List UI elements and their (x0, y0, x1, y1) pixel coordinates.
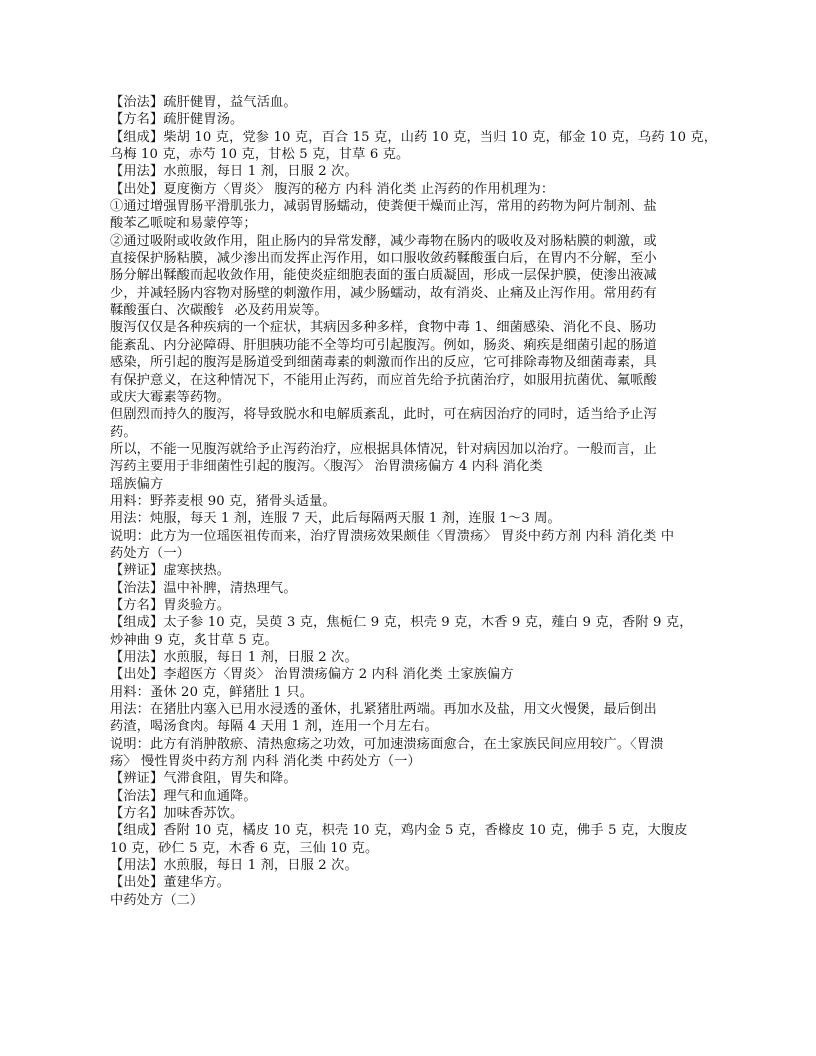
document-page (110, 94, 718, 909)
text-line: 【组成】香附 10 克，橘皮 10 克，枳壳 10 克，鸡内金 5 克，香橼皮 10 克，佛手 5 克，大腹皮 (110, 823, 688, 839)
text-line: 但剧烈而持久的腹泻，将导致脱水和电解质紊乱，此时，可在病因治疗的同时，适当给予止泻 (110, 407, 657, 423)
text-line: 【出处】夏度衡方〈胃炎〉 腹泻的秘方 内科 消化类 止泻药的作用机理为： (110, 181, 555, 197)
text-line: 【方名】胃炎验方。 (110, 597, 231, 613)
text-line: 10 克，砂仁 5 克，木香 6 克，三仙 10 克。 (110, 840, 379, 856)
section-heading: 中药处方（二） (110, 892, 204, 908)
text-line: 腹泻仅仅是各种疾病的一个症状，其病因多种多样，食物中毒 1、细菌感染、消化不良、肠功 (110, 320, 657, 336)
text-line: 【出处】李超医方〈胃炎〉 治胃溃疡偏方 2 内科 消化类 土家族偏方 (110, 667, 514, 683)
text-line: 说明：此方为一位瑶医祖传而来，治疗胃溃疡效果颇佳〈胃溃疡〉 胃炎中药方剂 内科 消化类 中 (110, 528, 675, 544)
text-line: 乌梅 10 克，赤芍 10 克，甘松 5 克，甘草 6 克。 (110, 147, 410, 163)
text-line: 用料：野荞麦根 90 克，猪骨头适量。 (110, 493, 336, 509)
text-line: 用料：蚤休 20 克，鲜猪肚 1 只。 (110, 684, 314, 700)
text-line: 【辨证】虚寒挟热。 (110, 563, 231, 579)
text-line: 或庆大霉素等药物。 (110, 389, 231, 405)
text-line: 【出处】董建华方。 (110, 875, 231, 891)
text-line: 用法：炖服，每天 1 剂，连服 7 天，此后每隔两天服 1 剂，连服 1～3 周。 (110, 511, 561, 527)
text-line: 鞣酸蛋白、次碳酸钅 必及药用炭等。 (110, 303, 328, 319)
text-line: 【用法】水煎服，每日 1 剂，日服 2 次。 (110, 858, 358, 874)
text-line: 【用法】水煎服，每日 1 剂，日服 2 次。 (110, 164, 358, 180)
text-line: 【组成】柴胡 10 克，党参 10 克，百合 15 克，山药 10 克，当归 10 克，郁金 10 克，乌药 10 克， (110, 129, 718, 145)
text-line: 炒神曲 9 克，炙甘草 5 克。 (110, 632, 278, 648)
text-line: 少，并减轻肠内容物对肠壁的刺激作用，减少肠蠕动，故有消炎、止痛及止泻作用。常用药有 (110, 285, 657, 301)
text-line: 所以，不能一见腹泻就给予止泻药治疗，应根据具体情况，针对病因加以治疗。一般而言，止 (110, 441, 657, 457)
text-line: 药处方（一） (110, 545, 191, 561)
text-line: 【治法】疏肝健胃，益气活血。 (110, 95, 297, 110)
text-line: 感染，所引起的腹泻是肠道受到细菌毒素的刺激而作出的反应，它可排除毒物及细菌毒素，具 (110, 355, 657, 371)
text-line: 肠分解出鞣酸而起收敛作用，能使炎症细胞表面的蛋白质凝固，形成一层保护膜，使渗出液减 (110, 268, 657, 284)
section-heading: 瑶族偏方 (110, 476, 164, 492)
text-line: 直接保护肠粘膜，减少渗出而发挥止泻作用，如口服收敛药鞣酸蛋白后，在胃内不分解，至小 (110, 251, 657, 267)
text-line: 【治法】理气和血通降。 (110, 788, 257, 804)
text-line: ②通过吸附或收敛作用，阻止肠内的异常发酵，减少毒物在肠内的吸收及对肠粘膜的刺激，或 (110, 233, 657, 249)
text-line: 【方名】加味香苏饮。 (110, 806, 244, 822)
text-line: 有保护意义，在这种情况下，不能用止泻药，而应首先给予抗菌治疗，如服用抗菌优、氟哌酸 (110, 372, 657, 388)
text-line: 说明：此方有消肿散瘀、清热愈疡之功效，可加速溃疡面愈合，在土家族民间应用较广。〈胃溃 (110, 736, 664, 752)
text-line: 【方名】疏肝健胃汤。 (110, 112, 244, 128)
text-line: 药。 (110, 424, 137, 440)
text-line: 药渣，喝汤食肉。每隔 4 天用 1 剂，连用一个月左右。 (110, 719, 438, 735)
text-line: ①通过增强胃肠平滑肌张力，减弱胃肠蠕动，使粪便干燥而止泻，常用的药物为阿片制剂、盐 (110, 199, 657, 215)
text-line: 【用法】水煎服，每日 1 剂，日服 2 次。 (110, 650, 358, 665)
text-line: 【治法】温中补脾，清热理气。 (110, 580, 297, 596)
text-line: 【辨证】气滞食阻，胃失和降。 (110, 771, 297, 787)
text-line: 疡〉 慢性胃炎中药方剂 内科 消化类 中药处方（一） (110, 754, 421, 770)
text-line: 酸苯乙哌啶和易蒙停等； (110, 216, 257, 232)
text-line: 【组成】太子参 10 克，吴萸 3 克，焦栀仁 9 克，枳壳 9 克，木香 9 克，薤白 9 克，香附 9 克， (110, 615, 693, 631)
text-line: 能紊乱、内分泌障碍、肝胆胰功能不全等均可引起腹泻。例如，肠炎、痢疾是细菌引起的肠道 (110, 337, 657, 353)
text-line: 泻药主要用于非细菌性引起的腹泻。〈腹泻〉 治胃溃疡偏方 4 内科 消化类 (110, 459, 543, 475)
text-line: 用法：在猪肚内塞入已用水浸透的蚤休，扎紧猪肚两端。再加水及盐，用文火慢煲，最后倒出 (110, 702, 657, 718)
